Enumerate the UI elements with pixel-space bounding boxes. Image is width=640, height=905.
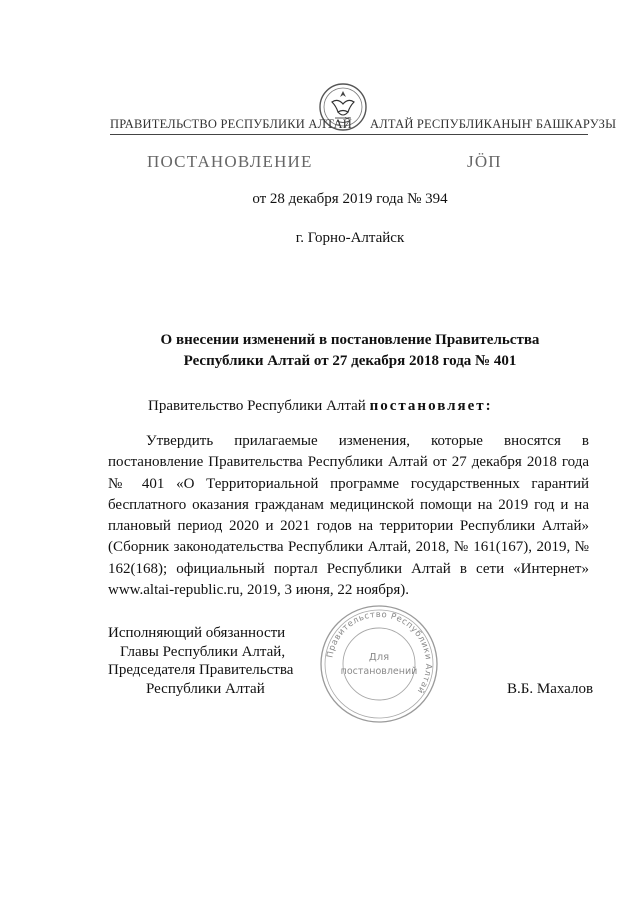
stamp-ring-text: Правительство Республики Алтай [325,609,434,696]
body-paragraph-text: Утвердить прилагаемые изменения, которые вносятся в постановление Правительства Республики Алтай от 27 декабря 2018 года № 401 «О Территориальной программе государственных гарантий бесплатного оказания гражданам медицинской помощи на 2019 год и на плановый период 2020 и 2021 годов на территории Республики Алтай» (Сборник законодательства Республики Алтай, 2018, № 161(167), 2019, № 162(168); официальный портал Республики Алтай в сети «Интернет» www.altai-republic.ru, 2019, 3 июня, 22 ноября). [108,433,589,599]
stamp-inner-line-1: Для [368,652,390,663]
lead-decree-word: постановляет: [369,398,493,414]
lead-text: Правительство Республики Алтай [148,398,366,414]
header-right-text: АЛТАЙ РЕСПУБЛИКАНЫҤ БАШКАРУЗЫ [370,117,617,131]
signature-line-2: Главы Республики Алтай, [120,643,286,660]
header-divider [110,134,588,135]
body-paragraph [108,431,589,601]
official-stamp [318,603,440,725]
signatory-name: В.Б. Махалов [507,681,594,697]
signature-line-1: Исполняющий обязанности [108,625,286,641]
signature-line-3: Председателя Правительства [108,662,294,678]
title-line-1: О внесении изменений в постановление Правительства [160,332,540,348]
header-left-text: ПРАВИТЕЛЬСТВО РЕСПУБЛИКИ АЛТАЙ [110,117,352,131]
signature-position [108,624,293,698]
lead-line [148,398,493,415]
doctype-ru: ПОСТАНОВЛЕНИЕ [147,152,313,171]
signature-line-4: Республики Алтай [146,680,265,697]
document-date-number: от 28 декабря 2019 года № 394 [252,191,448,207]
title-line-2: Республики Алтай от 27 декабря 2018 года № 401 [183,353,517,369]
document-city: г. Горно-Алтайск [295,230,405,246]
doctype-alt: ЈӦП [467,152,502,171]
document-title [110,330,590,372]
stamp-inner-line-2: постановлений [340,666,418,677]
